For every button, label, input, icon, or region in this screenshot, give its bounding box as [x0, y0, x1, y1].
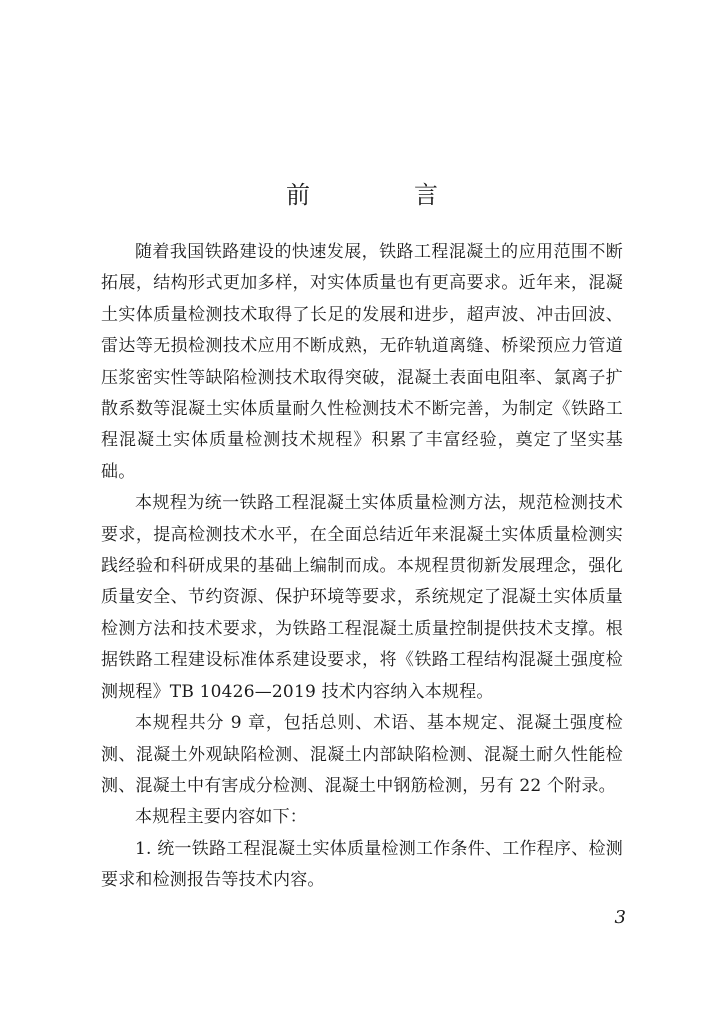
- paragraph: 随着我国铁路建设的快速发展，铁路工程混凝土的应用范围不断拓展，结构形式更加多样，对实体质量也有更高要求。近年来，混凝土实体质量检测技术取得了长足的发展和进步，超声波、冲击回波、雷达等无损检测技术应用不断成熟，无砟轨道离缝、桥梁预应力管道压浆密实性等缺陷检测技术取得突破，混凝土表面电阻率、氯离子扩散系数等混凝土实体质量耐久性检测技术不断完善，为制定《铁路工程混凝土实体质量检测技术规程》积累了丰富经验，奠定了坚实基础。: [101, 242, 623, 482]
- paragraph: 本规程共分 9 章，包括总则、术语、基本规定、混凝土强度检测、混凝土外观缺陷检测、混凝土内部缺陷检测、混凝土耐久性能检测、混凝土中有害成分检测、混凝土中钢筋检测，另有 22 个附录。: [101, 713, 623, 796]
- paragraph: 本规程主要内容如下：: [135, 807, 307, 828]
- paragraph: 本规程为统一铁路工程混凝土实体质量检测方法，规范检测技术要求，提高检测技术水平，在全面总结近年来混凝土实体质量检测实践经验和科研成果的基础上编制而成。本规程贯彻新发展理念，强化质量安全、节约资源、保护环境等要求，系统规定了混凝土实体质量检测方法和技术要求，为铁路工程混凝土质量控制提供技术支撑。根据铁路工程建设标准体系建设要求，将《铁路工程结构混凝土强度检测规程》TB 10426—2019 技术内容纳入本规程。: [101, 493, 623, 702]
- preface-body: [101, 237, 623, 897]
- page-title: 前 言: [286, 181, 478, 209]
- page-number: 3: [614, 907, 626, 928]
- paragraph: 1. 统一铁路工程混凝土实体质量检测工作条件、工作程序、检测要求和检测报告等技术内容。: [101, 838, 623, 891]
